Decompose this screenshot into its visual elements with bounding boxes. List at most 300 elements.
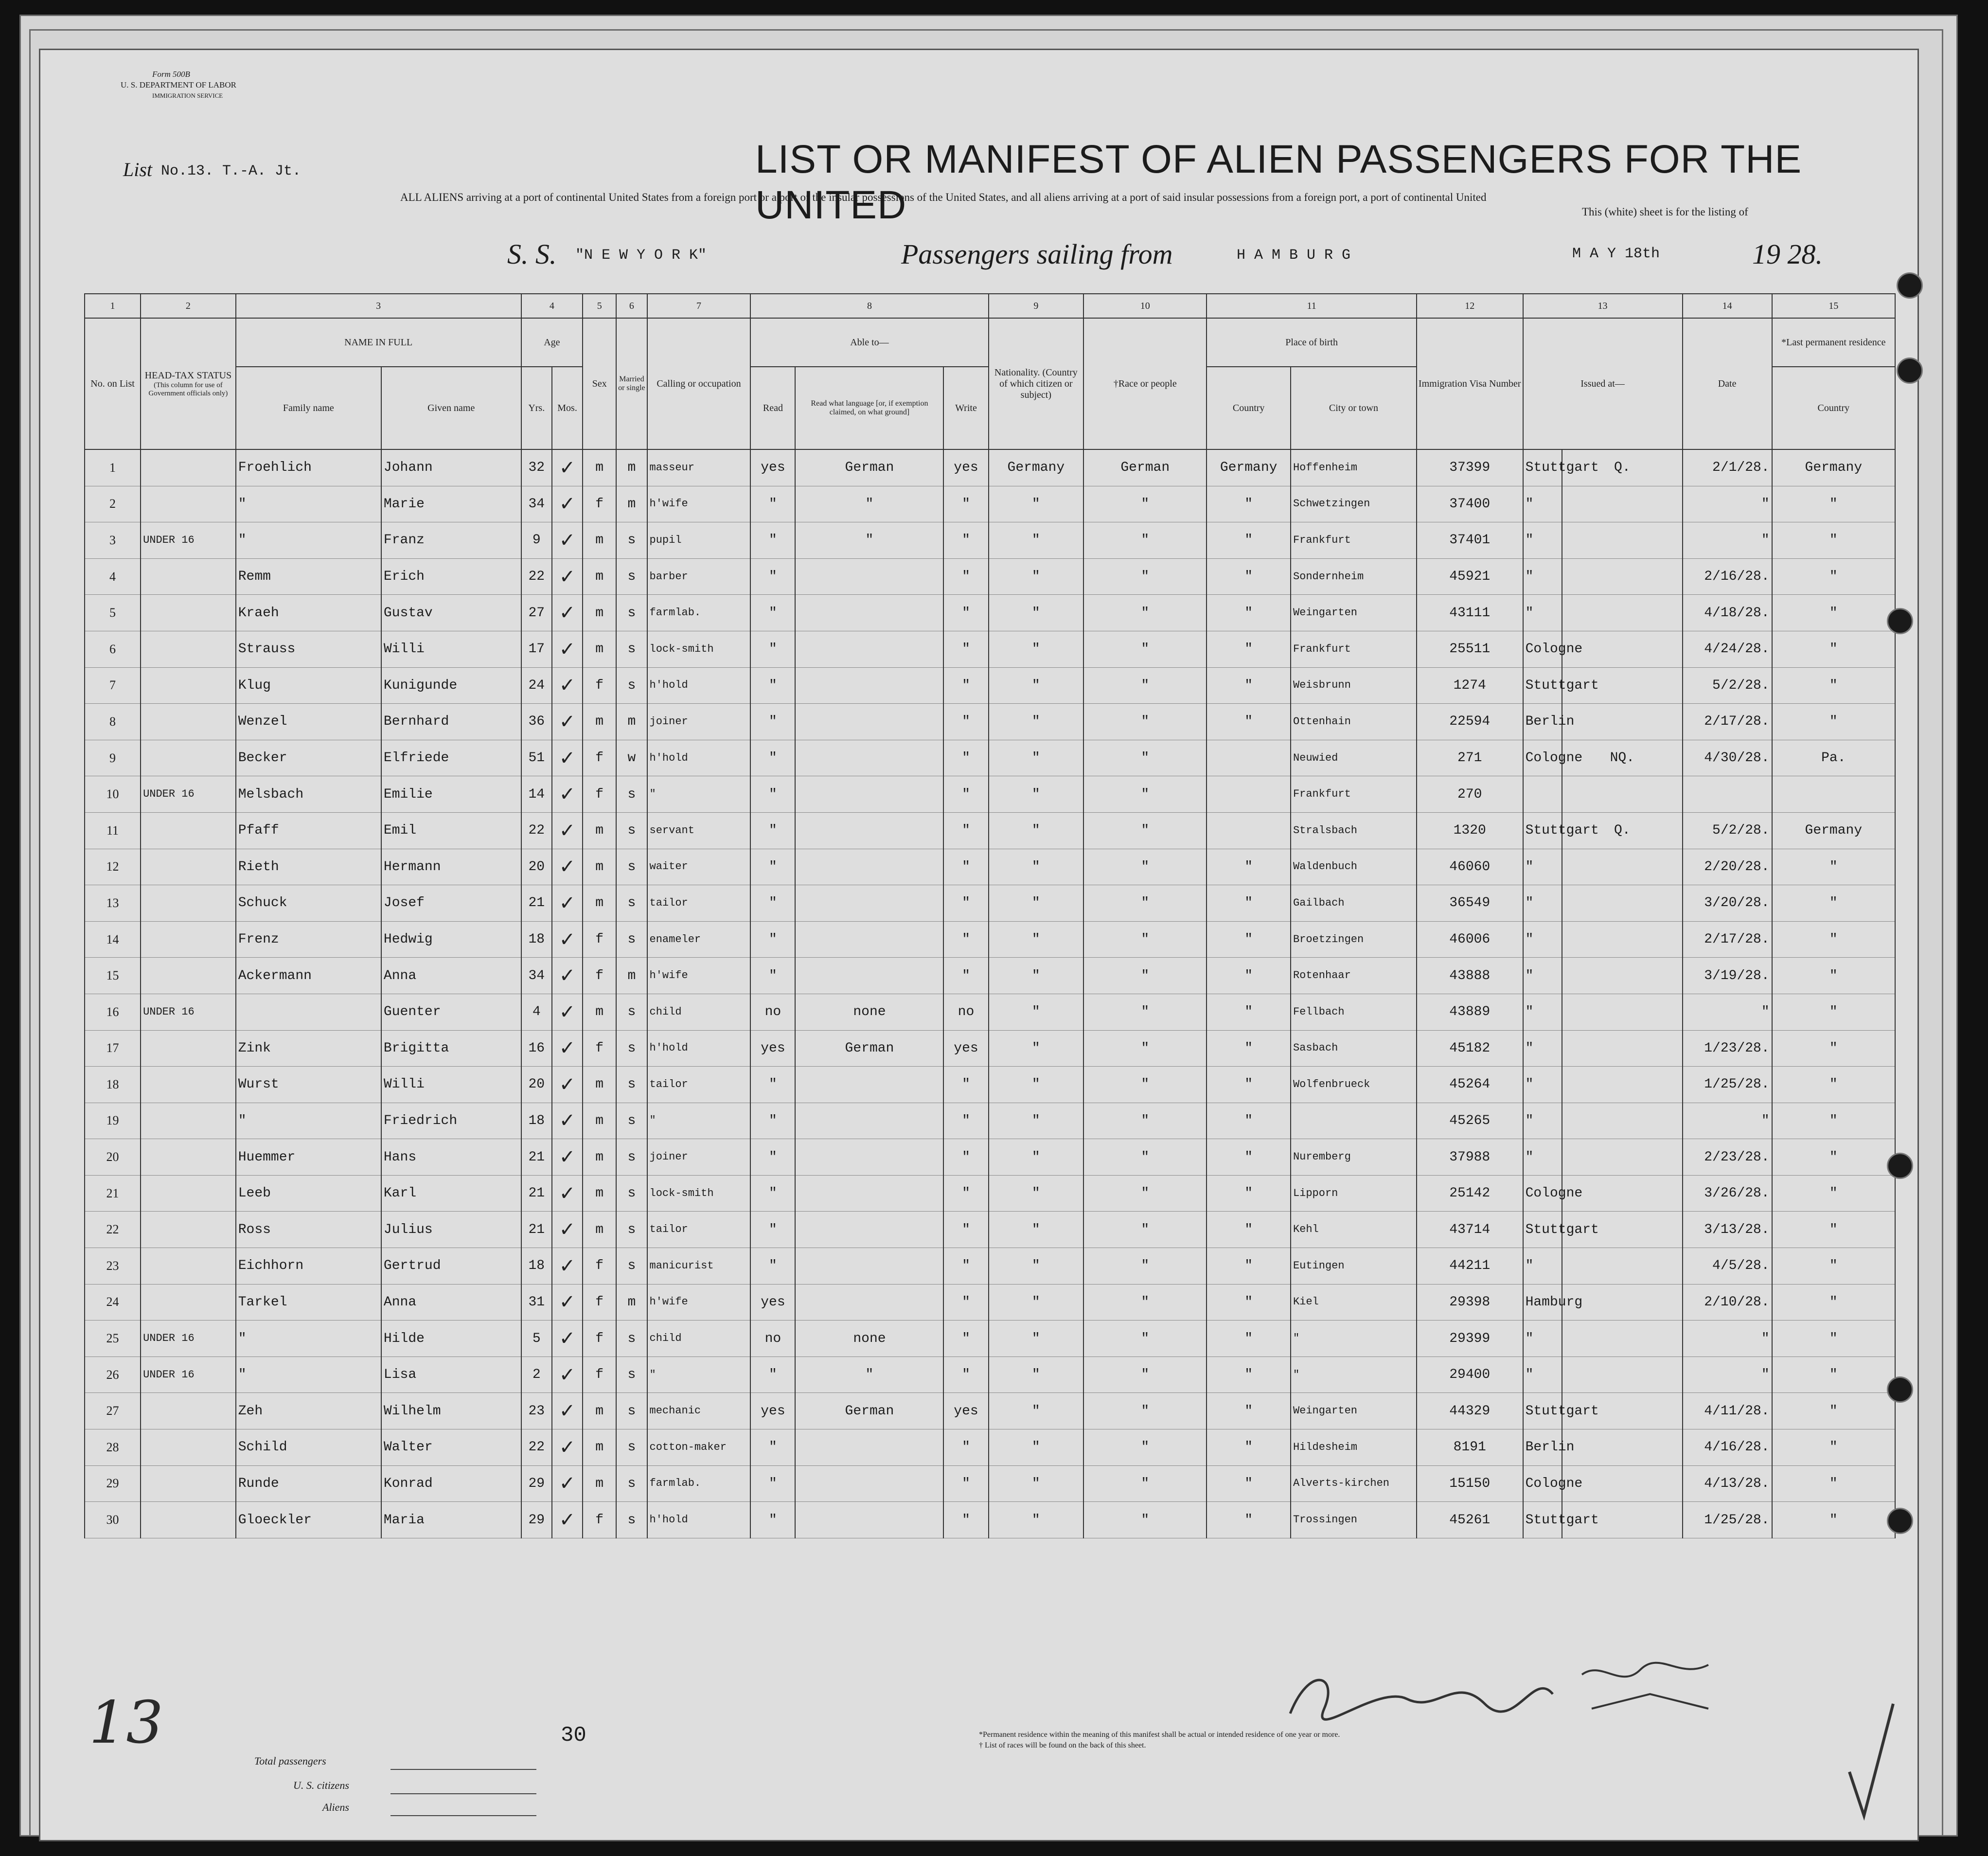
visa-number: 25511	[1417, 631, 1523, 667]
can-read: "	[750, 1248, 795, 1285]
marital-status: s	[616, 1139, 647, 1176]
visa-date: 3/26/28.	[1683, 1175, 1772, 1212]
residence-country: "	[1772, 558, 1895, 595]
birth-city: Schwetzingen	[1291, 486, 1417, 522]
check-mark-icon: ✓	[559, 1254, 576, 1277]
nationality: "	[989, 1321, 1084, 1357]
given-name: Willi	[381, 1067, 521, 1103]
visa-number: 44211	[1417, 1248, 1523, 1285]
col-number: 15	[1772, 294, 1895, 318]
race: "	[1083, 1212, 1207, 1248]
check-mark-icon: ✓	[559, 928, 576, 951]
department: U. S. DEPARTMENT OF LABOR	[121, 80, 236, 89]
col-number: 5	[583, 294, 616, 318]
sex: m	[583, 449, 616, 486]
race: "	[1083, 1321, 1207, 1357]
passenger-row-number: 30	[85, 1502, 141, 1538]
age-months-check	[552, 740, 583, 776]
head-tax-status	[141, 486, 236, 522]
head-tax-status	[141, 558, 236, 595]
passenger-row-number: 5	[85, 595, 141, 631]
head-tax-status: UNDER 16	[141, 994, 236, 1030]
footnote-residence: *Permanent residence within the meaning of this manifest shall be actual or intended residence of one year or more.	[979, 1731, 1340, 1739]
issued-at: Cologne	[1523, 1465, 1562, 1502]
sex: f	[583, 776, 616, 813]
passenger-row-number: 21	[85, 1175, 141, 1212]
passenger-row-number: 8	[85, 704, 141, 740]
passenger-row-number: 15	[85, 958, 141, 994]
read-language	[795, 776, 943, 813]
can-write: "	[943, 1067, 988, 1103]
quota-mark	[1562, 704, 1682, 740]
given-name: Friedrich	[381, 1103, 521, 1139]
can-write: "	[943, 595, 988, 631]
visa-number: 45182	[1417, 1030, 1523, 1067]
issued-at: "	[1523, 885, 1562, 922]
ss-label: S. S.	[507, 238, 557, 270]
marital-status: w	[616, 740, 647, 776]
head-tax-status	[141, 667, 236, 704]
passenger-row	[85, 921, 1895, 958]
family-name: Tarkel	[236, 1284, 381, 1321]
age-months-check	[552, 595, 583, 631]
issued-at: Stuttgart	[1523, 449, 1562, 486]
sex: m	[583, 849, 616, 885]
can-write: "	[943, 704, 988, 740]
family-name: Klug	[236, 667, 381, 704]
visa-number: 37400	[1417, 486, 1523, 522]
head-tax-status	[141, 1465, 236, 1502]
residence-country: "	[1772, 595, 1895, 631]
visa-date: 2/20/28.	[1683, 849, 1772, 885]
age-months-check	[552, 1502, 583, 1538]
check-mark-icon: ✓	[559, 1073, 576, 1096]
age-months-check	[552, 994, 583, 1030]
sex: m	[583, 1212, 616, 1248]
can-read: "	[750, 704, 795, 740]
header-last-residence: *Last permanent residence	[1772, 318, 1895, 367]
head-tax-status	[141, 1429, 236, 1466]
birth-country: "	[1207, 1502, 1291, 1538]
can-read: "	[750, 776, 795, 813]
issued-at: Berlin	[1523, 704, 1562, 740]
age-years: 20	[521, 1067, 552, 1103]
can-read: "	[750, 1212, 795, 1248]
read-language: "	[795, 1356, 943, 1393]
age-years: 32	[521, 449, 552, 486]
age-months-check	[552, 885, 583, 922]
marital-status: s	[616, 1212, 647, 1248]
given-name: Anna	[381, 1284, 521, 1321]
passenger-row	[85, 1103, 1895, 1139]
col-number: 9	[989, 294, 1084, 318]
occupation: enameler	[647, 921, 751, 958]
nationality: "	[989, 958, 1084, 994]
race: German	[1083, 449, 1207, 486]
sex: m	[583, 1175, 616, 1212]
can-read: "	[750, 667, 795, 704]
residence-country: "	[1772, 1248, 1895, 1285]
residence-country: "	[1772, 1429, 1895, 1466]
age-months-check	[552, 1393, 583, 1429]
col-number: 1	[85, 294, 141, 318]
header-visa: Immigration Visa Number	[1417, 318, 1523, 449]
residence-country: "	[1772, 1139, 1895, 1176]
age-years: 18	[521, 1103, 552, 1139]
can-read: "	[750, 1139, 795, 1176]
sex: m	[583, 595, 616, 631]
visa-number: 25142	[1417, 1175, 1523, 1212]
check-mark-icon: ✓	[559, 1182, 576, 1205]
birth-country: "	[1207, 1284, 1291, 1321]
passenger-row	[85, 812, 1895, 849]
birth-city: Neuwied	[1291, 740, 1417, 776]
birth-city: Frankfurt	[1291, 631, 1417, 667]
can-read: "	[750, 921, 795, 958]
can-read: yes	[750, 1393, 795, 1429]
header-name-in-full: NAME IN FULL	[236, 318, 521, 367]
nationality: "	[989, 921, 1084, 958]
age-months-check	[552, 849, 583, 885]
quota-mark	[1562, 958, 1682, 994]
age-years: 5	[521, 1321, 552, 1357]
header-read-language: Read what language [or, if exemption claimed, on what ground]	[795, 367, 943, 449]
check-mark-icon: ✓	[559, 1000, 576, 1023]
passenger-row-number: 27	[85, 1393, 141, 1429]
quota-mark	[1562, 994, 1682, 1030]
age-months-check	[552, 1284, 583, 1321]
passenger-row	[85, 595, 1895, 631]
visa-number: 43889	[1417, 994, 1523, 1030]
residence-country: "	[1772, 486, 1895, 522]
header-head-tax	[141, 318, 236, 449]
passenger-row-number: 9	[85, 740, 141, 776]
family-name: Pfaff	[236, 812, 381, 849]
marital-status: m	[616, 449, 647, 486]
passenger-row	[85, 631, 1895, 667]
check-mark-icon: ✓	[559, 456, 576, 479]
marital-status: m	[616, 486, 647, 522]
race: "	[1083, 849, 1207, 885]
race: "	[1083, 1356, 1207, 1393]
visa-date: 3/20/28.	[1683, 885, 1772, 922]
family-name: Schild	[236, 1429, 381, 1466]
can-read: "	[750, 486, 795, 522]
column-number-row	[85, 294, 1895, 318]
nationality: "	[989, 1067, 1084, 1103]
occupation: "	[647, 1356, 751, 1393]
head-tax-status	[141, 885, 236, 922]
read-language	[795, 1502, 943, 1538]
total-passengers-line	[390, 1757, 536, 1772]
marital-status: s	[616, 885, 647, 922]
can-read: yes	[750, 1030, 795, 1067]
visa-number: 46006	[1417, 921, 1523, 958]
passenger-row-number: 24	[85, 1284, 141, 1321]
passenger-row	[85, 776, 1895, 813]
binder-hole	[1897, 357, 1923, 384]
can-read: "	[750, 958, 795, 994]
given-name: Lisa	[381, 1356, 521, 1393]
passenger-row	[85, 522, 1895, 559]
birth-country: "	[1207, 1321, 1291, 1357]
read-language: German	[795, 449, 943, 486]
check-mark-icon: ✓	[559, 493, 576, 516]
read-language	[795, 849, 943, 885]
age-years: 20	[521, 849, 552, 885]
visa-number: 44329	[1417, 1393, 1523, 1429]
service: IMMIGRATION SERVICE	[152, 92, 223, 99]
header-given-name: Given name	[381, 367, 521, 449]
us-citizens-line	[390, 1782, 536, 1797]
sex: f	[583, 1321, 616, 1357]
birth-country: "	[1207, 1465, 1291, 1502]
can-read: "	[750, 1356, 795, 1393]
col-number: 10	[1083, 294, 1207, 318]
read-language	[795, 921, 943, 958]
birth-city: Fellbach	[1291, 994, 1417, 1030]
check-mark-icon: ✓	[559, 783, 576, 806]
occupation: child	[647, 1321, 751, 1357]
can-write: "	[943, 958, 988, 994]
marital-status: s	[616, 667, 647, 704]
race: "	[1083, 595, 1207, 631]
birth-city: Nuremberg	[1291, 1139, 1417, 1176]
issued-at: "	[1523, 595, 1562, 631]
passenger-row	[85, 486, 1895, 522]
check-mark-icon: ✓	[559, 1291, 576, 1314]
read-language	[795, 1284, 943, 1321]
occupation: joiner	[647, 704, 751, 740]
issued-at: Cologne	[1523, 1175, 1562, 1212]
age-years: 14	[521, 776, 552, 813]
sex: f	[583, 1502, 616, 1538]
header-age: Age	[521, 318, 583, 367]
birth-city: Alverts-kirchen	[1291, 1465, 1417, 1502]
issued-at: "	[1523, 958, 1562, 994]
visa-date: 3/13/28.	[1683, 1212, 1772, 1248]
visa-number: 46060	[1417, 849, 1523, 885]
passenger-row-number: 20	[85, 1139, 141, 1176]
col-number: 14	[1683, 294, 1772, 318]
visa-number: 37399	[1417, 449, 1523, 486]
visa-number: 43714	[1417, 1212, 1523, 1248]
issued-at: "	[1523, 994, 1562, 1030]
visa-date: 2/23/28.	[1683, 1139, 1772, 1176]
birth-city: Sasbach	[1291, 1030, 1417, 1067]
page-title: LIST OR MANIFEST OF ALIEN PASSENGERS FOR THE UNITED	[755, 137, 1802, 227]
sex: m	[583, 1139, 616, 1176]
can-write: "	[943, 558, 988, 595]
header-head-tax-note: (This column for use of Government officials only)	[148, 381, 228, 397]
birth-city: Rotenhaar	[1291, 958, 1417, 994]
quota-mark	[1562, 1321, 1682, 1357]
nationality: "	[989, 1175, 1084, 1212]
visa-date: 4/24/28.	[1683, 631, 1772, 667]
age-years: 36	[521, 704, 552, 740]
residence-country: Germany	[1772, 449, 1895, 486]
sex: m	[583, 1103, 616, 1139]
check-mark-icon: ✓	[559, 602, 576, 625]
can-read: "	[750, 812, 795, 849]
read-language	[795, 667, 943, 704]
age-years: 51	[521, 740, 552, 776]
binder-hole	[1887, 1508, 1913, 1534]
birth-country: "	[1207, 994, 1291, 1030]
issued-at: Stuttgart	[1523, 812, 1562, 849]
nationality: "	[989, 1103, 1084, 1139]
issued-at: Stuttgart	[1523, 1212, 1562, 1248]
residence-country: "	[1772, 1067, 1895, 1103]
col-number: 11	[1207, 294, 1417, 318]
birth-country: "	[1207, 849, 1291, 885]
age-years: 29	[521, 1502, 552, 1538]
birth-city: Weisbrunn	[1291, 667, 1417, 704]
visa-date: 1/25/28.	[1683, 1067, 1772, 1103]
visa-number: 45265	[1417, 1103, 1523, 1139]
passenger-row-number: 22	[85, 1212, 141, 1248]
head-tax-status	[141, 1139, 236, 1176]
marital-status: s	[616, 1465, 647, 1502]
age-years: 18	[521, 921, 552, 958]
can-write: "	[943, 1248, 988, 1285]
nationality: "	[989, 631, 1084, 667]
passenger-row	[85, 1321, 1895, 1357]
head-tax-status: UNDER 16	[141, 522, 236, 559]
residence-country: "	[1772, 1321, 1895, 1357]
passenger-row	[85, 1175, 1895, 1212]
check-mark-icon: ✓	[559, 819, 576, 842]
age-months-check	[552, 449, 583, 486]
visa-date: 5/2/28.	[1683, 812, 1772, 849]
age-years: 29	[521, 1465, 552, 1502]
can-write: "	[943, 740, 988, 776]
occupation: h'hold	[647, 1030, 751, 1067]
passenger-row	[85, 1030, 1895, 1067]
header-write: Write	[943, 367, 988, 449]
read-language	[795, 1067, 943, 1103]
inspector-signature	[1280, 1655, 1815, 1733]
age-years: 17	[521, 631, 552, 667]
birth-city: Broetzingen	[1291, 921, 1417, 958]
can-write: "	[943, 1284, 988, 1321]
can-write: yes	[943, 449, 988, 486]
subtitle-line-2: This (white) sheet is for the listing of	[1582, 206, 1748, 218]
head-tax-status	[141, 1248, 236, 1285]
age-years: 21	[521, 885, 552, 922]
race: "	[1083, 1393, 1207, 1429]
nationality: "	[989, 1212, 1084, 1248]
can-read: "	[750, 1103, 795, 1139]
birth-country: "	[1207, 921, 1291, 958]
quota-mark	[1562, 595, 1682, 631]
passenger-row-number: 25	[85, 1321, 141, 1357]
birth-country: "	[1207, 667, 1291, 704]
visa-number: 270	[1417, 776, 1523, 813]
birth-country: "	[1207, 958, 1291, 994]
residence-country: "	[1772, 885, 1895, 922]
head-tax-status	[141, 631, 236, 667]
visa-date: 1/25/28.	[1683, 1502, 1772, 1538]
visa-number: 45921	[1417, 558, 1523, 595]
occupation: waiter	[647, 849, 751, 885]
read-language	[795, 1429, 943, 1466]
can-write: "	[943, 1139, 988, 1176]
age-months-check	[552, 704, 583, 740]
check-mark-icon: ✓	[559, 856, 576, 878]
visa-number: 36549	[1417, 885, 1523, 922]
header-mos: Mos.	[552, 367, 583, 449]
visa-date: "	[1683, 1356, 1772, 1393]
race: "	[1083, 958, 1207, 994]
occupation: masseur	[647, 449, 751, 486]
family-name: Schuck	[236, 885, 381, 922]
nationality: "	[989, 849, 1084, 885]
sex: f	[583, 1030, 616, 1067]
birth-country	[1207, 812, 1291, 849]
race: "	[1083, 486, 1207, 522]
age-years: 2	[521, 1356, 552, 1393]
age-months-check	[552, 1248, 583, 1285]
quota-mark	[1562, 1067, 1682, 1103]
sex: m	[583, 812, 616, 849]
head-tax-status: UNDER 16	[141, 776, 236, 813]
visa-date: 2/17/28.	[1683, 704, 1772, 740]
given-name: Hans	[381, 1139, 521, 1176]
header-nationality: Nationality. (Country of which citizen or subject)	[989, 318, 1084, 449]
header-calling: Calling or occupation	[647, 318, 751, 449]
passenger-row	[85, 1393, 1895, 1429]
can-read: "	[750, 1465, 795, 1502]
occupation: child	[647, 994, 751, 1030]
visa-date: 2/10/28.	[1683, 1284, 1772, 1321]
issued-at: "	[1523, 1321, 1562, 1357]
family-name: Melsbach	[236, 776, 381, 813]
header-able-to: Able to—	[750, 318, 988, 367]
can-read: "	[750, 595, 795, 631]
age-years: 22	[521, 558, 552, 595]
subtitle-line-1: ALL ALIENS arriving at a port of continental United States from a foreign port or a port of the insular possessions of the United States, and all aliens arriving at a port of said insular possessions from a foreign port, a port of continental United	[400, 191, 1487, 203]
occupation: tailor	[647, 1212, 751, 1248]
race: "	[1083, 994, 1207, 1030]
visa-date: 2/17/28.	[1683, 921, 1772, 958]
nationality: "	[989, 1248, 1084, 1285]
nationality: "	[989, 740, 1084, 776]
birth-city: Frankfurt	[1291, 776, 1417, 813]
passenger-row-number: 4	[85, 558, 141, 595]
nationality: "	[989, 1393, 1084, 1429]
read-language: none	[795, 994, 943, 1030]
occupation: h'wife	[647, 486, 751, 522]
birth-city: Frankfurt	[1291, 522, 1417, 559]
family-name: Gloeckler	[236, 1502, 381, 1538]
family-name: Rieth	[236, 849, 381, 885]
issued-at: Cologne	[1523, 740, 1562, 776]
family-name: Strauss	[236, 631, 381, 667]
occupation: h'wife	[647, 958, 751, 994]
age-years: 23	[521, 1393, 552, 1429]
issued-at: Stuttgart	[1523, 1393, 1562, 1429]
marital-status: s	[616, 1067, 647, 1103]
occupation: mechanic	[647, 1393, 751, 1429]
issued-at: "	[1523, 558, 1562, 595]
sex: f	[583, 958, 616, 994]
can-write: "	[943, 885, 988, 922]
col-number: 4	[521, 294, 583, 318]
family-name: Kraeh	[236, 595, 381, 631]
birth-country: "	[1207, 1067, 1291, 1103]
occupation: lock-smith	[647, 631, 751, 667]
